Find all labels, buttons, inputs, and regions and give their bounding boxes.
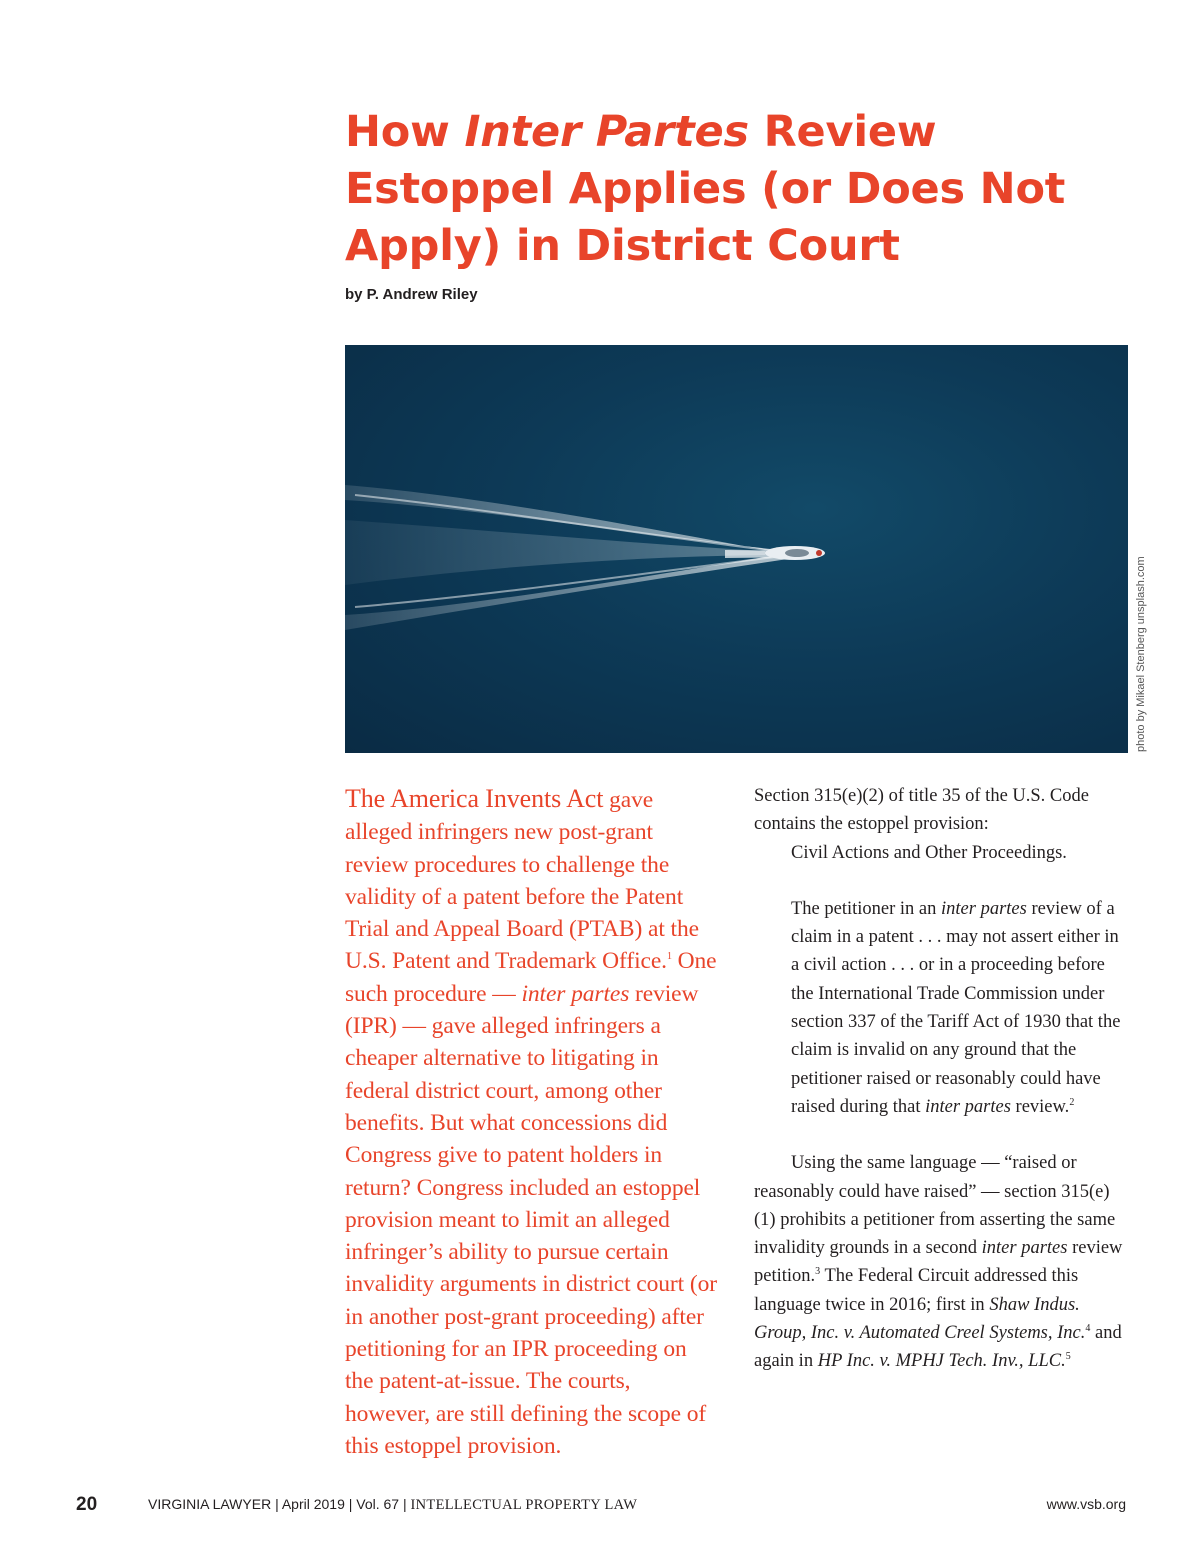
- lead-text-1: gave alleged infringers new post-grant review procedures to challenge the validity of a patent before the Patent Trial and Appeal Board (PTAB) at the U.S. Patent and Trademark Office.: [345, 787, 699, 975]
- footnote-ref-4[interactable]: 4: [1085, 1322, 1091, 1334]
- title-part-1: How: [345, 107, 465, 157]
- case-name-hp: HP Inc. v. MPHJ Tech. Inv., LLC.: [817, 1351, 1066, 1372]
- body-column: [754, 782, 1124, 1376]
- publication-info: [148, 1496, 637, 1514]
- footnote-ref-2[interactable]: 2: [1069, 1096, 1075, 1108]
- byline: by P. Andrew Riley: [345, 286, 478, 303]
- page-number: 20: [76, 1494, 98, 1515]
- quote-text: [791, 895, 1124, 1121]
- lead-paragraph: [345, 783, 720, 1462]
- footnote-ref-5[interactable]: 5: [1065, 1351, 1071, 1363]
- quote-italic-b: inter partes: [925, 1096, 1011, 1117]
- publication-name: VIRGINIA LAWYER | April 2019 | Vol. 67 |: [148, 1496, 411, 1512]
- quote-italic-a: inter partes: [941, 898, 1027, 919]
- body-text-b: review petition.: [754, 1238, 1123, 1287]
- article-title: [345, 104, 1145, 275]
- lead-in: The America Invents Act: [345, 784, 604, 813]
- block-quote: [754, 839, 1124, 1122]
- title-italic: Inter Partes: [464, 107, 749, 157]
- section-name: INTELLECTUAL PROPERTY LAW: [410, 1497, 638, 1513]
- intro-paragraph: Section 315(e)(2) of title 35 of the U.S. Code contains the estoppel provision:: [754, 786, 1089, 835]
- boat-wake-image: [345, 345, 1128, 753]
- photo-credit: photo by Mikael Stenberg unsplash.com: [1135, 556, 1147, 752]
- spacer: [791, 867, 1124, 895]
- body-text-c: The Federal Circuit addressed this language twice in 2016; first in: [754, 1266, 1079, 1315]
- body-italic-a: inter partes: [981, 1238, 1068, 1259]
- case-name-shaw: Shaw Indus. Group, Inc. v. Automated Creel Systems, Inc.: [754, 1294, 1086, 1344]
- quote-heading: Civil Actions and Other Proceedings.: [791, 842, 1067, 863]
- lead-text-3: review (IPR) — gave alleged infringers a cheaper alternative to litigating in federal district court, among other benefits. But what concessions did Congress give to patent holders in return? Congress included an estoppel provision meant to limit an alleged infringer’s ability to pursue certain invalidity arguments in district court (or in another post-grant proceeding) after petitioning for an IPR proceeding on the patent-at-issue. The courts, however, are still defining the scope of this estoppel provision.: [345, 980, 717, 1459]
- spacer: [754, 1121, 1124, 1149]
- footnote-ref-1[interactable]: 1: [666, 951, 672, 963]
- body-text-d: and again in: [754, 1323, 1122, 1372]
- article-photo: [345, 345, 1128, 753]
- quote-text-c: review.: [1010, 1096, 1070, 1117]
- lead-text-2: One such procedure —: [345, 948, 717, 1007]
- page-footer: [0, 1494, 1200, 1518]
- body-text-a: Using the same language — “raised or reasonably could have raised” — section 315(e)(1) prohibits a petitioner from asserting the same invalidity grounds in a second: [754, 1153, 1116, 1259]
- title-part-2: Review Estoppel Applies (or Does Not Apply) in District Court: [345, 107, 1066, 271]
- body-paragraph: [754, 1149, 1124, 1375]
- lead-italic: inter partes: [521, 980, 630, 1007]
- quote-text-b: review of a claim in a patent . . . may not assert either in a civil action . . . or in a proceeding before the International Trade Commission under section 337 of the Tariff Act of 1930 that the claim is invalid on any ground that the petitioner raised or reasonably could have raised during that: [791, 898, 1121, 1117]
- website-link[interactable]: www.vsb.org: [1046, 1496, 1126, 1512]
- quote-text-a: The petitioner in an: [791, 898, 942, 919]
- footnote-ref-3[interactable]: 3: [815, 1266, 821, 1278]
